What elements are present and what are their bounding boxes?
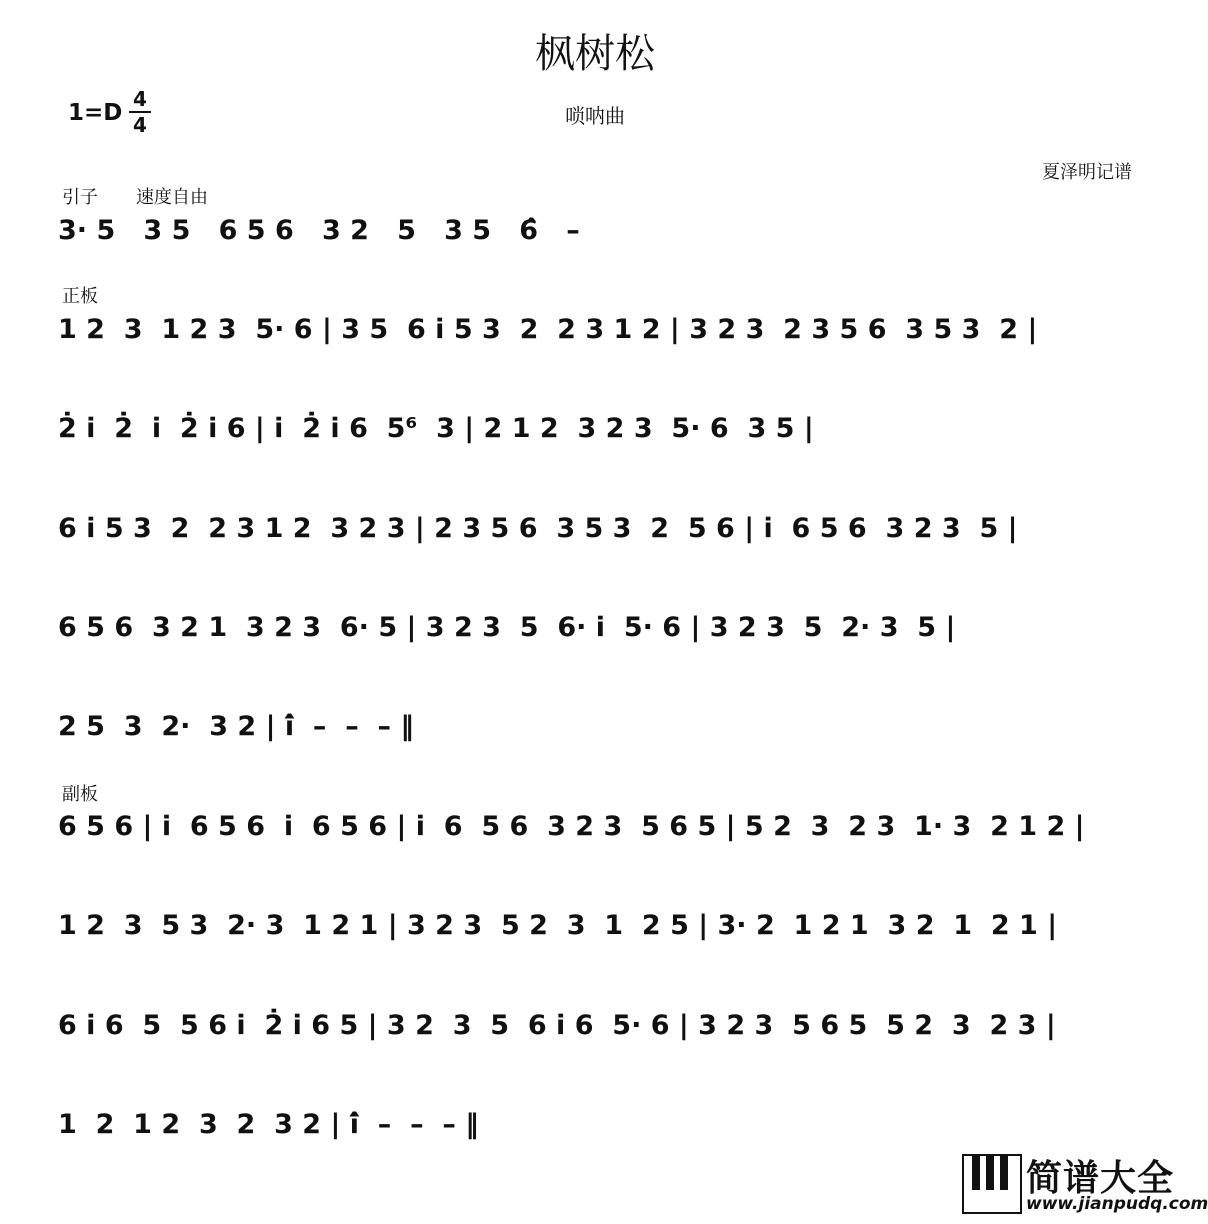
composer: 夏泽明记谱 — [1042, 162, 1132, 183]
time-signature-top: 4 — [133, 87, 147, 111]
intro-label: 引子 — [62, 187, 98, 208]
notation-line-9: 6 i̇ 6 5 5 6 i̇ 2̇ i̇ 6 5 | 3 2 3 5 6 i̇ 6 5· 6 | 3 2 3 5 6 5 5 2 3 2 3 | — [58, 1010, 1056, 1041]
notation-line-7: 6 5 6 | i̇ 6 5 6 i̇ 6 5 6 | i̇ 6 5 6 3 2 3 5 6 5 | 5 2 3 2 3 1· 3 2 1 2 | — [58, 811, 1085, 842]
notation-line-4: 6 i̇ 5 3 2 2 3 1 2 3 2 3 | 2 3 5 6 3 5 3 2 5 6 | i̇ 6 5 6 3 2 3 5 | — [58, 513, 1018, 544]
time-signature-bottom: 4 — [133, 113, 147, 137]
fuban-label: 副板 — [62, 784, 98, 805]
notation-line-1: 3· 5 3 5 6 5 6 3 2 5 3 5 6̂ – — [58, 215, 580, 246]
logo-url: www.jianpudq.com — [1026, 1194, 1208, 1214]
site-logo[interactable] — [962, 1150, 1208, 1216]
piano-keys-icon — [962, 1154, 1022, 1214]
notation-line-3: 2̇ i̇ 2̇ i̇ 2̇ i̇ 6 | i̇ 2̇ i̇ 6 5⁶ 3 | 2 1 2 3 2 3 5· 6 3 5 | — [58, 413, 814, 444]
notation-line-2: 1 2 3 1 2 3 5· 6 | 3 5 6 i̇ 5 3 2 2 3 1 2 | 3 2 3 2 3 5 6 3 5 3 2 | — [58, 314, 1038, 345]
intro-tempo: 速度自由 — [136, 187, 208, 208]
notation-line-10: 1 2 1 2 3 2 3 2 | i̇̂ – – – ‖ — [58, 1109, 479, 1140]
notation-line-5: 6 5 6 3 2 1 3 2 3 6· 5 | 3 2 3 5 6· i̇ 5· 6 | 3 2 3 5 2· 3 5 | — [58, 612, 956, 643]
key-signature: 1=D — [68, 100, 123, 126]
notation-line-8: 1 2 3 5 3 2· 3 1 2 1 | 3 2 3 5 2 3 1 2 5 | 3· 2 1 2 1 3 2 1 2 1 | — [58, 910, 1058, 941]
logo-brand: 简谱大全 — [1026, 1158, 1175, 1199]
subtitle: 唢呐曲 — [565, 104, 625, 128]
zhengban-label: 正板 — [62, 286, 98, 307]
song-title: 枫树松 — [535, 31, 655, 77]
notation-line-6: 2 5 3 2· 3 2 | i̇̂ – – – ‖ — [58, 711, 414, 742]
